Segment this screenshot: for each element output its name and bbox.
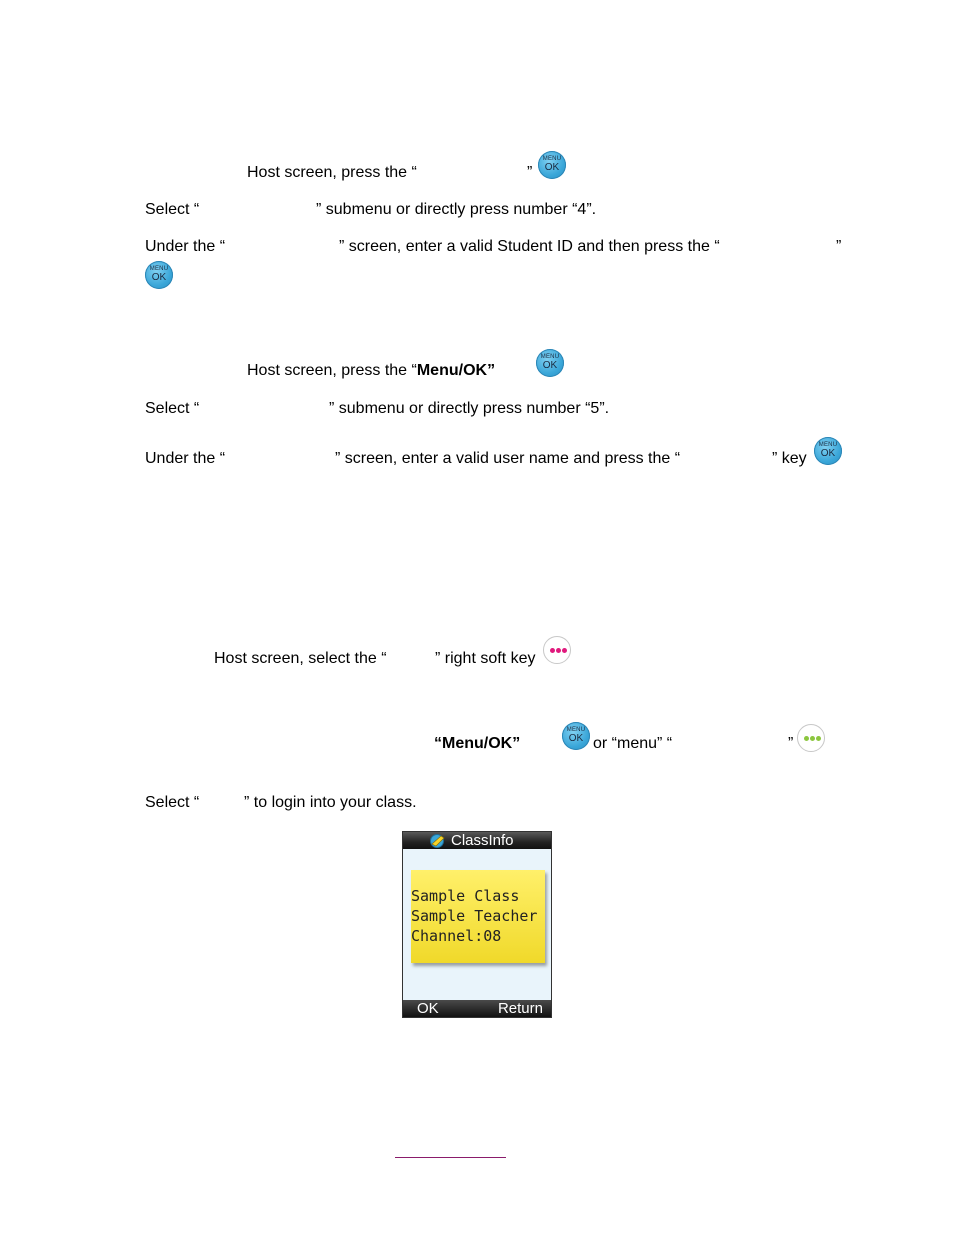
s2-line3-mid: ” screen, enter a valid user name and press the “: [335, 450, 681, 467]
s1-line2-post: ” submenu or directly press number “4”.: [316, 201, 597, 218]
device-soft-key-bar: [403, 1000, 551, 1017]
s2-line3-pre: Under the “: [145, 450, 226, 467]
return-soft-key[interactable]: Return: [497, 1000, 543, 1017]
s3-line2-or: or “menu” “: [593, 735, 673, 752]
s3-line3-post: ” to login into your class.: [244, 794, 417, 811]
menu-ok-key-icon: MENU OK: [536, 349, 564, 377]
s1-line3-close: ”: [836, 238, 842, 255]
class-info-icon: [429, 833, 447, 848]
more-dots-green-icon: [797, 724, 825, 752]
s1-line1-text: Host screen, press the “: [247, 164, 417, 181]
ok-soft-key[interactable]: OK: [417, 1000, 439, 1017]
s3-line2-close: ”: [788, 735, 794, 752]
device-screen: [402, 831, 552, 1018]
link-underline[interactable]: [395, 1157, 506, 1158]
more-dots-pink-icon: [543, 636, 571, 664]
s3-line1-pre: Host screen, select the “: [214, 650, 387, 667]
s1-line1-close: ”: [527, 164, 533, 181]
channel: Channel:08: [411, 927, 502, 945]
s1-line3-pre: Under the “: [145, 238, 226, 255]
menu-ok-key-icon: MENU OK: [145, 261, 173, 289]
device-title: ClassInfo: [451, 832, 514, 849]
s2-line3-close: ” key: [772, 450, 807, 467]
s3-line2-bold: “Menu/OK”: [434, 735, 521, 752]
class-info-card: [411, 870, 545, 963]
s3-line3-pre: Select “: [145, 794, 200, 811]
s1-line3-mid: ” screen, enter a valid Student ID and then press the “: [339, 238, 720, 255]
class-name: Sample Class: [411, 887, 520, 905]
s2-line2-post: ” submenu or directly press number “5”.: [329, 400, 610, 417]
menu-ok-key-icon: MENU OK: [562, 722, 590, 750]
device-title-bar: [403, 832, 551, 849]
s1-line2-pre: Select “: [145, 201, 200, 218]
menu-ok-key-icon: MENU OK: [814, 437, 842, 465]
s2-line1-text: Host screen, press the “Menu/OK”: [247, 362, 496, 379]
teacher-name: Sample Teacher: [411, 907, 538, 925]
menu-ok-key-icon: MENU OK: [538, 151, 566, 179]
s2-line2-pre: Select “: [145, 400, 200, 417]
s3-line1-post: ” right soft key: [435, 650, 536, 667]
